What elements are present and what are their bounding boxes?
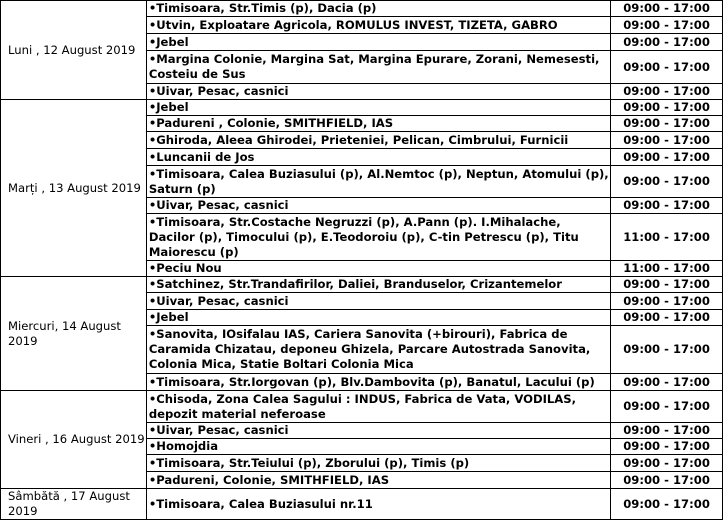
- time-cell: 09:00 - 17:00: [611, 116, 723, 132]
- location-cell: •Satchinez, Str.Trandafirilor, Daliei, Branduselor, Crizantemelor: [146, 277, 610, 293]
- location-cell: •Uivar, Pesac, casnici: [146, 84, 610, 100]
- location-cell: •Chisoda, Zona Calea Sagului : INDUS, Fabrica de Vata, VODILAS, depozit material neferoase: [146, 391, 610, 423]
- location-cell: •Padureni, Colonie, SMITHFIELD, IAS: [146, 472, 610, 489]
- table-row: [1, 1, 723, 17]
- time-cell: 09:00 - 17:00: [611, 198, 723, 214]
- time-cell: 09:00 - 17:00: [611, 374, 723, 391]
- location-cell: •Timisoara, Str.Iorgovan (p), Blv.Dambovita (p), Banatul, Lacului (p): [146, 374, 610, 391]
- location-cell: •Utvin, Exploatare Agricola, ROMULUS INVEST, TIZETA, GABRO: [146, 17, 610, 34]
- location-cell: •Jebel: [146, 310, 610, 326]
- time-cell: 09:00 - 17:00: [611, 310, 723, 326]
- time-cell: 09:00 - 17:00: [611, 472, 723, 489]
- location-cell: •Margina Colonie, Margina Sat, Margina Epurare, Zorani, Nemesesti, Costeiu de Sus: [146, 51, 610, 84]
- time-cell: 09:00 - 17:00: [611, 391, 723, 423]
- location-cell: •Uivar, Pesac, casnici: [146, 198, 610, 214]
- schedule-body: [1, 1, 723, 520]
- time-cell: 09:00 - 17:00: [611, 1, 723, 17]
- time-cell: 09:00 - 17:00: [611, 439, 723, 455]
- location-cell: •Ghiroda, Aleea Ghirodei, Prieteniei, Pelican, Cimbrului, Furnicii: [146, 132, 610, 149]
- location-cell: •Padureni , Colonie, SMITHFIELD, IAS: [146, 116, 610, 132]
- time-cell: 09:00 - 17:00: [611, 166, 723, 198]
- table-row: [1, 277, 723, 293]
- location-cell: •Timisoara, Str.Teiului (p), Zborului (p), Timis (p): [146, 455, 610, 472]
- location-cell: •Uivar, Pesac, casnici: [146, 293, 610, 310]
- table-row: [1, 489, 723, 520]
- location-cell: •Luncanii de Jos: [146, 149, 610, 166]
- day-label: Marți , 13 August 2019: [1, 100, 147, 277]
- location-cell: •Uivar, Pesac, casnici: [146, 423, 610, 439]
- time-cell: 09:00 - 17:00: [611, 132, 723, 149]
- day-label: Miercuri, 14 August 2019: [1, 277, 147, 391]
- time-cell: 11:00 - 17:00: [611, 261, 723, 277]
- location-cell: •Timisoara, Calea Buziasului (p), Al.Nemtoc (p), Neptun, Atomului (p), Saturn (p): [146, 166, 610, 198]
- time-cell: 09:00 - 17:00: [611, 84, 723, 100]
- table-row: [1, 391, 723, 423]
- day-label: Vineri , 16 August 2019: [1, 391, 147, 489]
- day-label: Sâmbătă , 17 August 2019: [1, 489, 147, 520]
- location-cell: •Timisoara, Str.Timis (p), Dacia (p): [146, 1, 610, 17]
- time-cell: 09:00 - 17:00: [611, 455, 723, 472]
- time-cell: 09:00 - 17:00: [611, 149, 723, 166]
- time-cell: 09:00 - 17:00: [611, 423, 723, 439]
- time-cell: 09:00 - 17:00: [611, 51, 723, 84]
- time-cell: 09:00 - 17:00: [611, 17, 723, 34]
- time-cell: 09:00 - 17:00: [611, 277, 723, 293]
- location-cell: •Jebel: [146, 34, 610, 51]
- time-cell: 09:00 - 17:00: [611, 293, 723, 310]
- location-cell: •Timisoara, Calea Buziasului nr.11: [146, 489, 610, 520]
- time-cell: 11:00 - 17:00: [611, 214, 723, 261]
- location-cell: •Sanovita, IOsifalau IAS, Cariera Sanovita (+birouri), Fabrica de Caramida Chizatau, deponeu Ghizela, Parcare Autostrada Sanovita, Colonia Mica, Statie Boltari Colonia Mica: [146, 326, 610, 374]
- time-cell: 09:00 - 17:00: [611, 326, 723, 374]
- table-row: [1, 100, 723, 116]
- location-cell: •Timisoara, Str.Costache Negruzzi (p), A.Pann (p). I.Mihalache, Dacilor (p), Timocului (p), E.Teodoroiu (p), C-tin Petrescu (p), Titu Maiorescu (p): [146, 214, 610, 261]
- location-cell: •Jebel: [146, 100, 610, 116]
- day-label: Luni , 12 August 2019: [1, 1, 147, 100]
- location-cell: •Peciu Nou: [146, 261, 610, 277]
- location-cell: •Homojdia: [146, 439, 610, 455]
- time-cell: 09:00 - 17:00: [611, 489, 723, 520]
- time-cell: 09:00 - 17:00: [611, 100, 723, 116]
- time-cell: 09:00 - 17:00: [611, 34, 723, 51]
